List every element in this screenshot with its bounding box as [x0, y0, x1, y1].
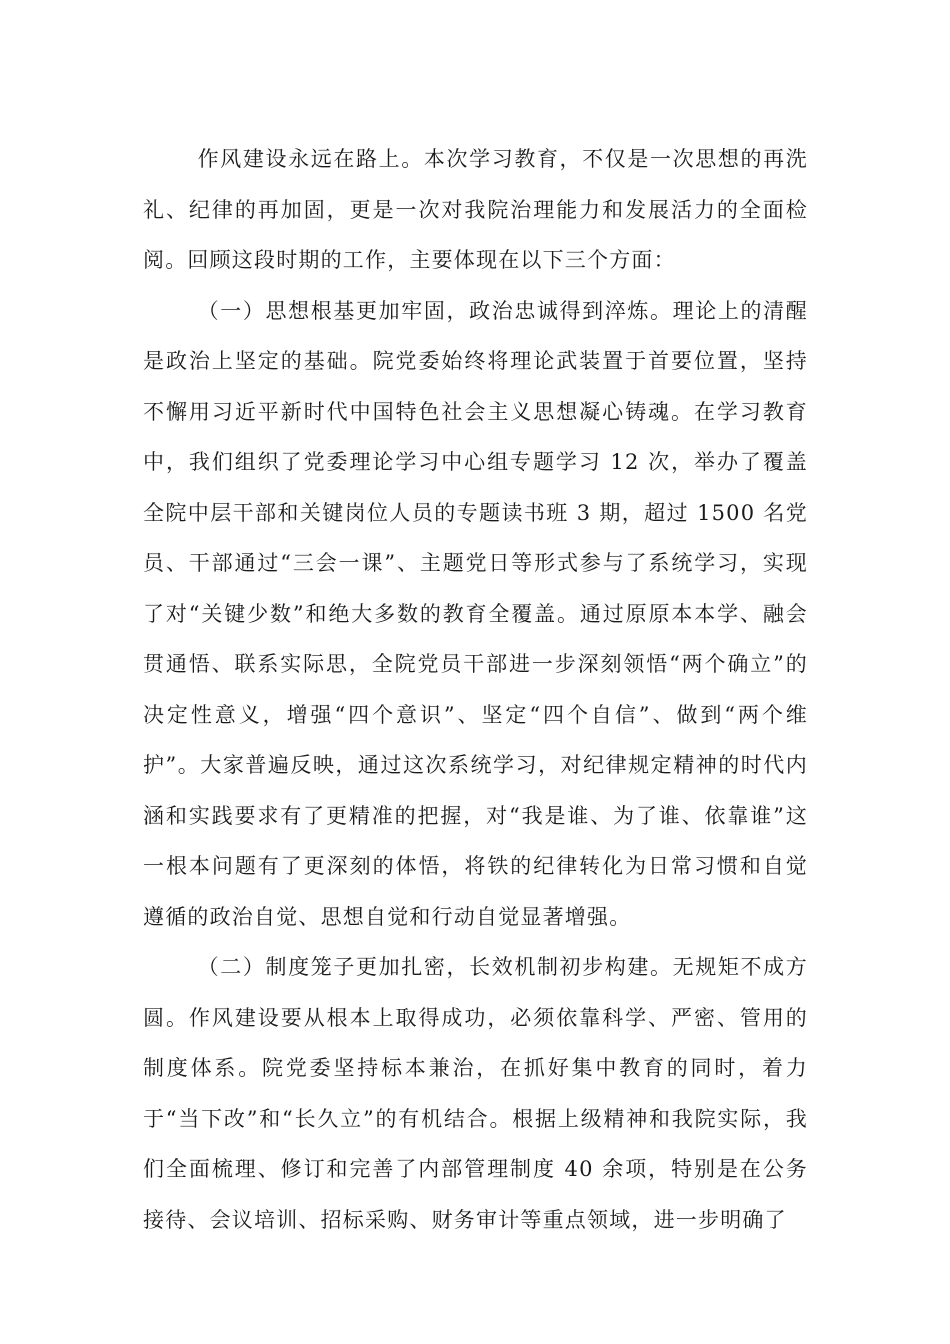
- document-body: [143, 134, 808, 1245]
- paragraph-intro: 作风建设永远在路上。本次学习教育，不仅是一次思想的再洗礼、纪律的再加固，更是一次对我院治理能力和发展活力的全面检阅。回顾这段时期的工作，主要体现在以下三个方面：: [143, 147, 808, 272]
- paragraph-section-two: （二）制度笼子更加扎密，长效机制初步构建。无规矩不成方圆。作风建设要从根本上取得成功，必须依靠科学、严密、管用的制度体系。院党委坚持标本兼治，在抓好集中教育的同时，着力于“当下改”和“长久立”的有机结合。根据上级精神和我院实际，我们全面梳理、修订和完善了内部管理制度 40 余项，特别是在公务接待、会议培训、招标采购、财务审计等重点领域，进一步明确了: [143, 955, 808, 1232]
- paragraph-section-one: （一）思想根基更加牢固，政治忠诚得到淬炼。理论上的清醒是政治上坚定的基础。院党委始终将理论武装置于首要位置，坚持不懈用习近平新时代中国特色社会主义思想凝心铸魂。在学习教育中，我们组织了党委理论学习中心组专题学习 12 次，举办了覆盖全院中层干部和关键岗位人员的专题读书班 3 期，超过 1500 名党员、干部通过“三会一课”、主题党日等形式参与了系统学习，实现了对“关键少数”和绝大多数的教育全覆盖。通过原原本本学、融会贯通悟、联系实际思，全院党员干部进一步深刻领悟“两个确立”的决定性意义，增强“四个意识”、坚定“四个自信”、做到“两个维护”。大家普遍反映，通过这次系统学习，对纪律规定精神的时代内涵和实践要求有了更精准的把握，对“我是谁、为了谁、依靠谁”这一根本问题有了更深刻的体悟，将铁的纪律转化为日常习惯和自觉遵循的政治自觉、思想自觉和行动自觉显著增强。: [143, 298, 808, 929]
